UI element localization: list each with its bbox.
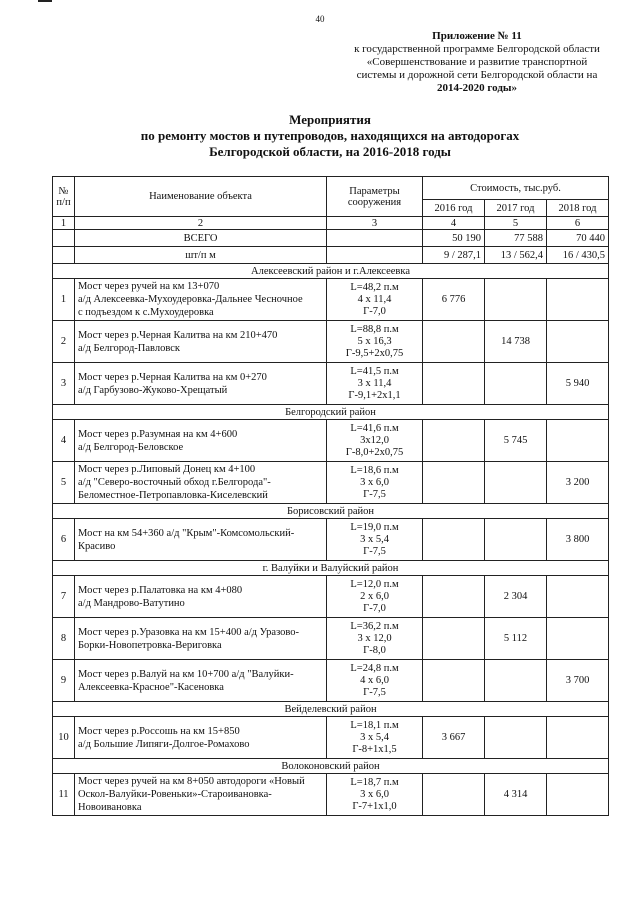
param-line: 3 х 5,4	[360, 731, 389, 743]
row-number: 9	[53, 660, 75, 702]
object-name-line: Мост через р.Палатовка на км 4+080	[78, 584, 243, 596]
total-2018: 70 440	[547, 230, 609, 247]
cost-2017	[485, 462, 547, 504]
appendix-line: «Совершенствование и развитие транспортной	[366, 56, 588, 68]
cost-2018: 3 700	[547, 660, 609, 702]
appendix-line: к государственной программе Белгородской области	[354, 43, 600, 55]
param-line: 4 х 6,0	[360, 674, 389, 686]
cost-2016	[423, 420, 485, 462]
object-name-line: а/д Мандрово-Ватутино	[78, 597, 185, 609]
cost-2018	[547, 420, 609, 462]
row-number: 8	[53, 618, 75, 660]
district-row	[53, 561, 609, 576]
district-row	[53, 759, 609, 774]
cost-2018	[547, 576, 609, 618]
param-line: 5 х 16,3	[357, 335, 392, 347]
structure-params	[327, 420, 423, 462]
param-line: L=41,6 п.м	[350, 422, 399, 434]
total-2016: 50 190	[423, 230, 485, 247]
column-number: 6	[547, 217, 609, 230]
units-2017: 13 / 562,4	[485, 247, 547, 264]
object-name-line: Мост через ручей на км 8+050 автодороги «Новый	[78, 776, 305, 787]
document-title	[60, 112, 600, 160]
cost-2018	[547, 717, 609, 759]
param-line: L=18,1 п.м	[350, 719, 399, 731]
works-table	[52, 176, 609, 816]
header-year-2016: 2016 год	[423, 200, 485, 217]
object-name-line: Мост на км 54+360 а/д "Крым"-Комсомольский-	[78, 527, 295, 539]
structure-params	[327, 519, 423, 561]
district-row	[53, 264, 609, 279]
structure-params	[327, 618, 423, 660]
object-name	[75, 321, 327, 363]
param-line: Г-7,5	[363, 488, 386, 500]
param-line: L=88,8 п.м	[350, 323, 399, 335]
structure-params	[327, 660, 423, 702]
param-line: 3х12,0	[360, 434, 389, 446]
object-name-line: Мост через р.Черная Калитва на км 210+470	[78, 329, 278, 341]
param-line: L=48,2 п.м	[350, 281, 399, 293]
cost-2016	[423, 363, 485, 405]
object-name-line: а/д "Северо-восточный обход г.Белгорода"-	[78, 477, 271, 488]
param-line: Г-7,5	[363, 545, 386, 557]
object-name-line: Красиво	[78, 540, 116, 552]
row-number: 2	[53, 321, 75, 363]
row-number: 10	[53, 717, 75, 759]
param-line: 3 х 5,4	[360, 533, 389, 545]
param-line: Г-8+1х1,5	[352, 743, 397, 755]
corner-mark	[38, 0, 52, 7]
object-name-line: Беломестное-Петропавловка-Киселевский	[78, 490, 268, 501]
table-row	[53, 363, 609, 405]
param-line: Г-7,0	[363, 602, 386, 614]
title-line: Мероприятия	[289, 112, 371, 127]
param-line: L=18,7 п.м	[350, 776, 399, 788]
units-2016: 9 / 287,1	[423, 247, 485, 264]
object-name-line: Алексеевка-Красное"-Касеновка	[78, 681, 224, 693]
param-line: Г-7+1х1,0	[352, 800, 397, 812]
appendix-line: 2014-2020 годы»	[437, 82, 517, 94]
table-row	[53, 519, 609, 561]
table-row	[53, 774, 609, 816]
header-cost: Стоимость, тыс.руб.	[423, 177, 609, 200]
param-line: L=19,0 п.м	[350, 521, 399, 533]
param-line: Г-8,0+2х0,75	[345, 446, 404, 458]
object-name	[75, 774, 327, 816]
cost-2017: 5 745	[485, 420, 547, 462]
cost-2017	[485, 717, 547, 759]
total-label: ВСЕГО	[75, 230, 327, 247]
object-name	[75, 576, 327, 618]
cost-2016	[423, 774, 485, 816]
cost-2017: 5 112	[485, 618, 547, 660]
column-number: 4	[423, 217, 485, 230]
object-name-line: Мост через р.Уразовка на км 15+400 а/д Уразово-	[78, 626, 300, 638]
param-line: 3 х 6,0	[360, 788, 389, 800]
title-line: по ремонту мостов и путепроводов, находящихся на автодорогах	[140, 128, 520, 143]
district-row	[53, 405, 609, 420]
column-number: 5	[485, 217, 547, 230]
object-name	[75, 420, 327, 462]
units-2018: 16 / 430,5	[547, 247, 609, 264]
header-year-2018: 2018 год	[547, 200, 609, 217]
cost-2016	[423, 618, 485, 660]
row-number: 6	[53, 519, 75, 561]
district-row	[53, 702, 609, 717]
district-name: г. Валуйки и Валуйский район	[53, 561, 609, 576]
structure-params	[327, 717, 423, 759]
structure-params	[327, 774, 423, 816]
cost-2017: 14 738	[485, 321, 547, 363]
param-line: Г-7,5	[363, 686, 386, 698]
table-row	[53, 279, 609, 321]
cost-2017	[485, 660, 547, 702]
object-name-line: а/д Большие Липяги-Долгое-Ромахово	[78, 738, 250, 750]
structure-params	[327, 279, 423, 321]
column-number: 3	[327, 217, 423, 230]
object-name	[75, 660, 327, 702]
column-number: 1	[53, 217, 75, 230]
district-name: Волоконовский район	[53, 759, 609, 774]
param-line: Г-7,0	[363, 305, 386, 317]
cost-2017	[485, 363, 547, 405]
district-name: Вейделевский район	[53, 702, 609, 717]
param-line: 3 х 11,4	[357, 377, 392, 389]
appendix-block	[318, 30, 636, 95]
param-line: L=24,8 п.м	[350, 662, 399, 674]
header-year-2017: 2017 год	[485, 200, 547, 217]
cost-2017	[485, 279, 547, 321]
param-line: 3 х 12,0	[357, 632, 392, 644]
cost-2016	[423, 462, 485, 504]
param-line: 3 х 6,0	[360, 476, 389, 488]
cost-2016: 3 667	[423, 717, 485, 759]
cost-2017: 2 304	[485, 576, 547, 618]
object-name	[75, 462, 327, 504]
cost-2018	[547, 279, 609, 321]
object-name-line: а/д Алексеевка-Мухоудеровка-Дальнее Чесночное	[78, 294, 303, 305]
object-name-line: Мост через ручей на км 13+070	[78, 281, 220, 292]
appendix-title: Приложение № 11	[432, 30, 522, 42]
object-name-line: Мост через р.Валуй на км 10+700 а/д "Валуйки-	[78, 668, 294, 680]
title-line: Белгородской области, на 2016-2018 годы	[209, 144, 451, 159]
table-row	[53, 717, 609, 759]
appendix-line: системы и дорожной сети Белгородской области на	[356, 69, 598, 81]
structure-params	[327, 363, 423, 405]
cost-2018	[547, 774, 609, 816]
table-row	[53, 420, 609, 462]
object-name-line: Мост через р.Разумная на км 4+600	[78, 428, 238, 440]
table-row	[53, 618, 609, 660]
column-number: 2	[75, 217, 327, 230]
cost-2018: 3 200	[547, 462, 609, 504]
param-line: 4 х 11,4	[357, 293, 392, 305]
structure-params	[327, 321, 423, 363]
row-number: 1	[53, 279, 75, 321]
cost-2017	[485, 519, 547, 561]
param-line: L=12,0 п.м	[350, 578, 399, 590]
param-line: L=18,6 п.м	[350, 464, 399, 476]
row-number: 5	[53, 462, 75, 504]
table-row	[53, 321, 609, 363]
row-number: 11	[53, 774, 75, 816]
district-name: Борисовский район	[53, 504, 609, 519]
row-number: 3	[53, 363, 75, 405]
district-name: Белгородский район	[53, 405, 609, 420]
object-name-line: Мост через р.Липовый Донец км 4+100	[78, 464, 256, 475]
object-name-line: а/д Белгород-Беловское	[78, 441, 184, 453]
cost-2018: 5 940	[547, 363, 609, 405]
units-label: шт/п м	[75, 247, 327, 264]
cost-2016	[423, 660, 485, 702]
object-name	[75, 279, 327, 321]
cost-2017: 4 314	[485, 774, 547, 816]
object-name	[75, 519, 327, 561]
object-name	[75, 717, 327, 759]
object-name-line: а/д Гарбузово-Жуково-Хрещатый	[78, 384, 228, 396]
param-line: L=36,2 п.м	[350, 620, 399, 632]
header-params: Параметры сооружения	[327, 177, 423, 217]
object-name	[75, 618, 327, 660]
param-line: L=41,5 п.м	[350, 365, 399, 377]
cost-2016	[423, 576, 485, 618]
cost-2018	[547, 618, 609, 660]
district-name: Алексеевский район и г.Алексеевка	[53, 264, 609, 279]
object-name-line: Мост через р.Россошь на км 15+850	[78, 725, 240, 737]
header-num: № п/п	[53, 177, 75, 217]
cost-2016	[423, 321, 485, 363]
param-line: Г-9,5+2х0,75	[345, 347, 404, 359]
cost-2016: 6 776	[423, 279, 485, 321]
param-line: 2 х 6,0	[360, 590, 389, 602]
row-number: 4	[53, 420, 75, 462]
cost-2016	[423, 519, 485, 561]
total-2017: 77 588	[485, 230, 547, 247]
cost-2018: 3 800	[547, 519, 609, 561]
table-body	[53, 264, 609, 816]
page-number: 40	[315, 14, 325, 24]
param-line: Г-9,1+2х1,1	[348, 389, 401, 401]
param-line: Г-8,0	[363, 644, 386, 656]
object-name-line: Мост через р.Черная Калитва на км 0+270	[78, 371, 267, 383]
district-row	[53, 504, 609, 519]
object-name	[75, 363, 327, 405]
cost-2018	[547, 321, 609, 363]
structure-params	[327, 576, 423, 618]
header-name: Наименование объекта	[75, 177, 327, 217]
object-name-line: с подъездом к с.Мухоудеровка	[78, 307, 214, 318]
table-row	[53, 462, 609, 504]
object-name-line: Новоивановка	[78, 802, 142, 813]
table-row	[53, 576, 609, 618]
object-name-line: Борки-Новопетровка-Вериговка	[78, 639, 222, 651]
object-name-line: Оскол-Валуйки-Ровеньки»-Староивановка-	[78, 789, 272, 800]
row-number: 7	[53, 576, 75, 618]
object-name-line: а/д Белгород-Павловск	[78, 342, 181, 354]
table-row	[53, 660, 609, 702]
structure-params	[327, 462, 423, 504]
